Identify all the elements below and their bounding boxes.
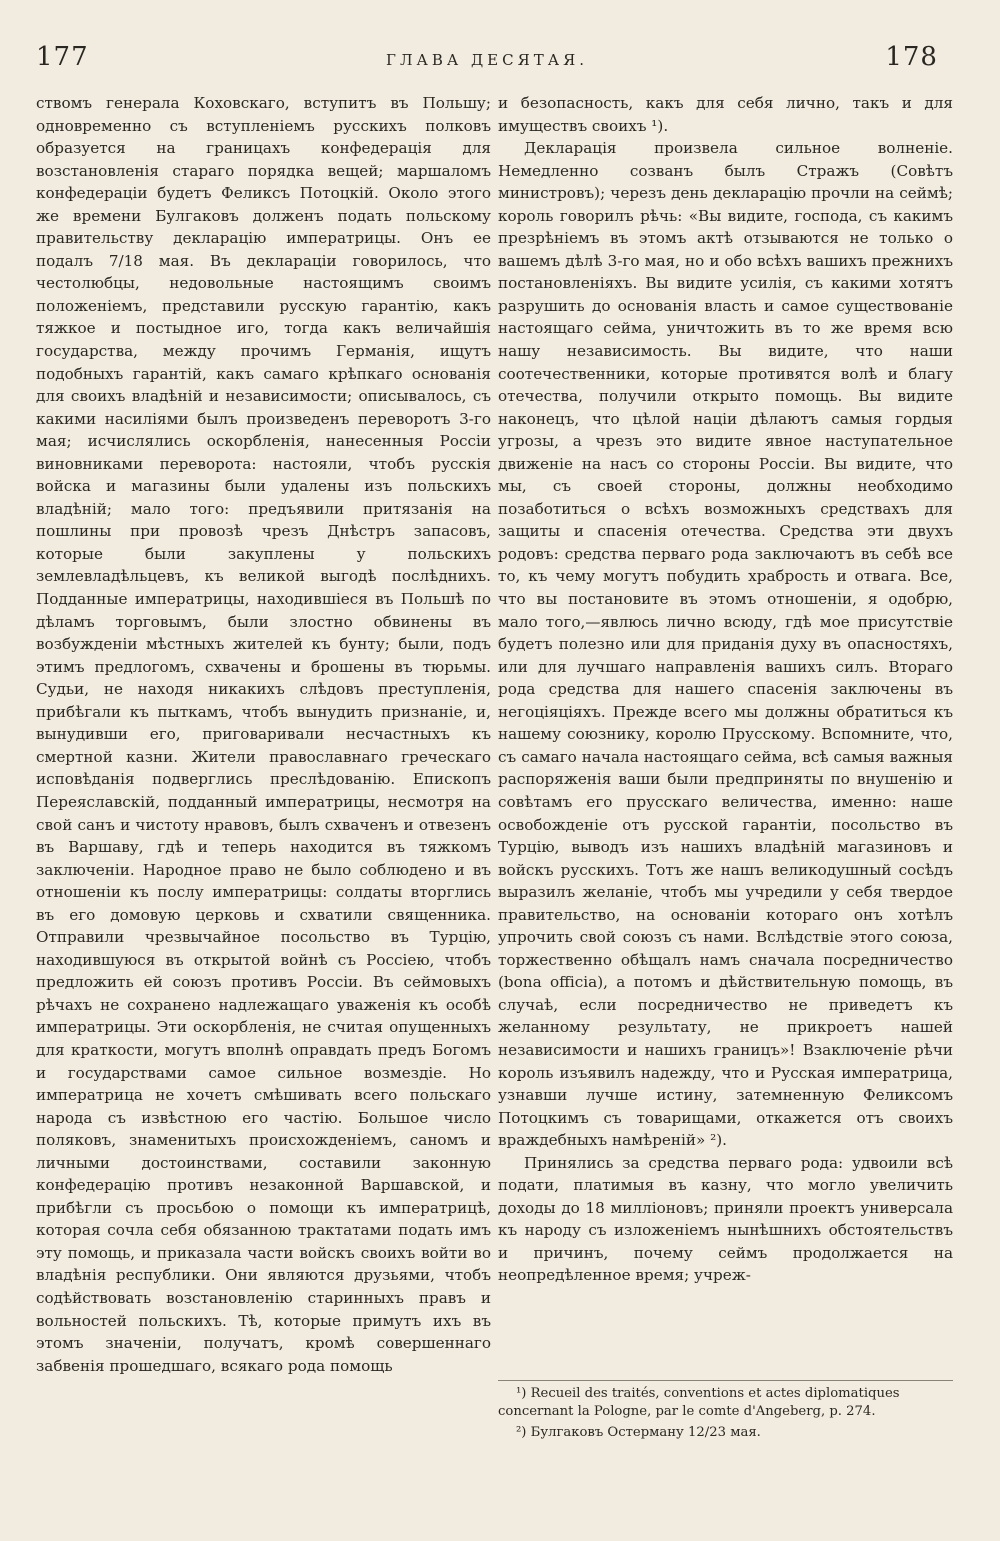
right-page-number: 178 [885,42,938,72]
paragraph: Принялись за средства перваго рода: удвоили всѣ подати, платимыя въ казну, что могло увеличить доходы до 18 милліоновъ; приняли проектъ универсала къ народу съ изложеніемъ нынѣшнихъ обстоятельствъ и причинъ, почему сеймъ продолжается на неопредѣленное время; учреж- [498,1153,953,1285]
footnote: ¹) Recueil des traités, conventions et actes diplomatiques concernant la Pologne, par le comte d'Angeberg, p. 274. [498,1386,900,1420]
left-page-number: 177 [36,42,89,72]
paragraph: Декларація произвела сильное волненіе. Немедленно созванъ былъ Стражъ (Совѣтъ министровъ); черезъ день декларацію прочли на сеймѣ; король говорилъ рѣчь: «Вы видите, господа, съ какимъ презрѣніемъ въ этомъ актѣ отзываются не только о вашемъ дѣлѣ 3-го мая, но и обо всѣхъ вашихъ прежнихъ постановленіяхъ. Вы видите усилія, съ какими хотятъ разрушить до основанія власть и самое существованіе настоящаго сейма, уничтожить въ то же время всю нашу независимость. Вы видите, что наши соотечественники, которые противятся волѣ и благу отечества, получили открыто помощь. Вы видите наконецъ, что цѣлой націи дѣлаютъ самыя гордыя угрозы, а чрезъ это видите явное наступательное движеніе на насъ со стороны Россіи. Вы видите, что мы, съ своей стороны, должны необходимо позаботиться о всѣхъ возможныхъ средствахъ для защиты и спасенія отечества. Средства эти двухъ родовъ: средства перваго рода заключаютъ въ себѣ все то, къ чему могутъ побудить храбрость и отвага. Все, что вы постановите въ этомъ отношеніи, я одобрю, мало того,—явлюсь лично всюду, гдѣ мое присутствіе будетъ полезно или для приданія духу въ опасностяхъ, или для лучшаго направленія вашихъ силъ. Втораго рода средства для нашего спасенія заключены въ негоціяціяхъ. Прежде всего мы должны обратиться къ нашему союзнику, королю Прусскому. Вспомните, что, съ самаго начала настоящаго сейма, всѣ самыя важныя распоряженія ваши были предприняты по внушенію и совѣтамъ его прусскаго величества, именно: наше освобожденіе отъ русской гарантіи, посольство въ Турцію, выводъ изъ нашихъ владѣній магазиновъ и войскъ русскихъ. Тотъ же нашъ великодушный сосѣдъ выразилъ желаніе, чтобъ мы учредили у себя твердое правительство, на основаніи котораго онъ хотѣлъ упрочить свой союзъ съ нами. Вслѣдствіе этого союза, торжественно обѣщалъ намъ сначала посредничество (bona officia), а потомъ и дѣйствительную помощь, въ случаѣ, если посредничество не приведетъ къ желанному результату, не прикроетъ нашей независимости и нашихъ границъ»! Взаключеніе рѣчи король изъявилъ надежду, что и Русская императрица, узнавши лучше истину, затемненную Феликсомъ Потоцкимъ съ товарищами, откажется отъ своихъ враждебныхъ намѣреній» ²). [498,139,953,1150]
left-text-column [36,92,491,1377]
footnote: ²) Булгаковъ Остерману 12/23 мая. [516,1424,761,1440]
paragraph: ствомъ генерала Коховскаго, вступитъ въ Польшу; одновременно съ вступленіемъ русскихъ полковъ образуется на границахъ конфедерація для возстановленія стараго порядка вещей; маршаломъ конфедераціи будетъ Феликсъ Потоцкій. Около этого же времени Булгаковъ долженъ подать польскому правительству декларацію императрицы. Онъ ее подалъ 7/18 мая. Въ декларацiи говорилось, что честолюбцы, недовольные настоящимъ своимъ положеніемъ, представили русскую гарантію, какъ тяжкое и постыдное иго, тогда какъ величайшія государства, между прочимъ Германія, ищутъ подобныхъ гарантій, какъ самаго крѣпкаго основанія для своихъ владѣній и независимости; описывалось, съ какими насиліями былъ произведенъ переворотъ 3-го мая; исчислялись оскорбленія, нанесенныя Россіи виновниками переворота: настояли, чтобъ русскія войска и магазины были удалены изъ польскихъ владѣній; мало того: предъявили притязанія на пошлины при провозѣ чрезъ Днѣстръ запасовъ, которые были закуплены у польскихъ землевладѣльцевъ, къ великой выгодѣ послѣднихъ. Подданные императрицы, находившіеся въ Польшѣ по дѣламъ торговымъ, были злостно обвинены въ возбужденіи мѣстныхъ жителей къ бунту; были, подъ этимъ предлогомъ, схвачены и брошены въ тюрьмы. Судьи, не находя никакихъ слѣдовъ преступленія, прибѣгали къ пыткамъ, чтобъ вынудить признаніе, и, вынудивши его, приговаривали несчастныхъ къ смертной казни. Жители православнаго греческаго исповѣданія подверглись преслѣдованію. Епископъ Переяславскій, подданный императрицы, несмотря на свой санъ и чистоту нравовъ, былъ схваченъ и отвезенъ въ Варшаву, гдѣ и теперь находится въ тяжкомъ заключеніи. Народное право не было соблюдено и въ отношеніи къ послу императрицы: солдаты вторглись въ его домовую церковь и схватили священника. Отправили чрезвычайное посольство въ Турцію, находившуюся въ открытой войнѣ съ Россіею, чтобъ предложить ей союзъ противъ Россіи. Въ сеймовыхъ рѣчахъ не сохранено надлежащаго уваженія къ особѣ императрицы. Эти оскорбленія, не считая опущенныхъ для краткости, могутъ вполнѣ оправдать предъ Богомъ и государствами самое сильное возмездіе. Но императрица не хочетъ смѣшивать всего польскаго народа съ извѣстною его частію. Большое число поляковъ, знаменитыхъ происхожденіемъ, саномъ и личными достоинствами, составили законную конфедерацію противъ незаконной Варшавской, и прибѣгли съ просьбою о помощи къ императрицѣ, которая сочла себя обязанною трактатами подать имъ эту помощь, и приказала части войскъ своихъ войти во владѣнія республики. Они являются друзьями, чтобъ содѣйствовать возстановленію старинныхъ правъ и вольностей польскихъ. Тѣ, которые примутъ ихъ въ этомъ значеніи, получатъ, кромѣ совершеннаго забвенія прошедшаго, всякаго рода помощь [36,94,491,1375]
running-title: ГЛАВА ДЕСЯТАЯ. [386,51,588,69]
footnotes [498,1380,953,1444]
paragraph: и безопасность, какъ для себя лично, такъ и для имуществъ своихъ ¹). [498,94,953,135]
running-header [36,42,938,82]
right-text-column [498,92,953,1287]
